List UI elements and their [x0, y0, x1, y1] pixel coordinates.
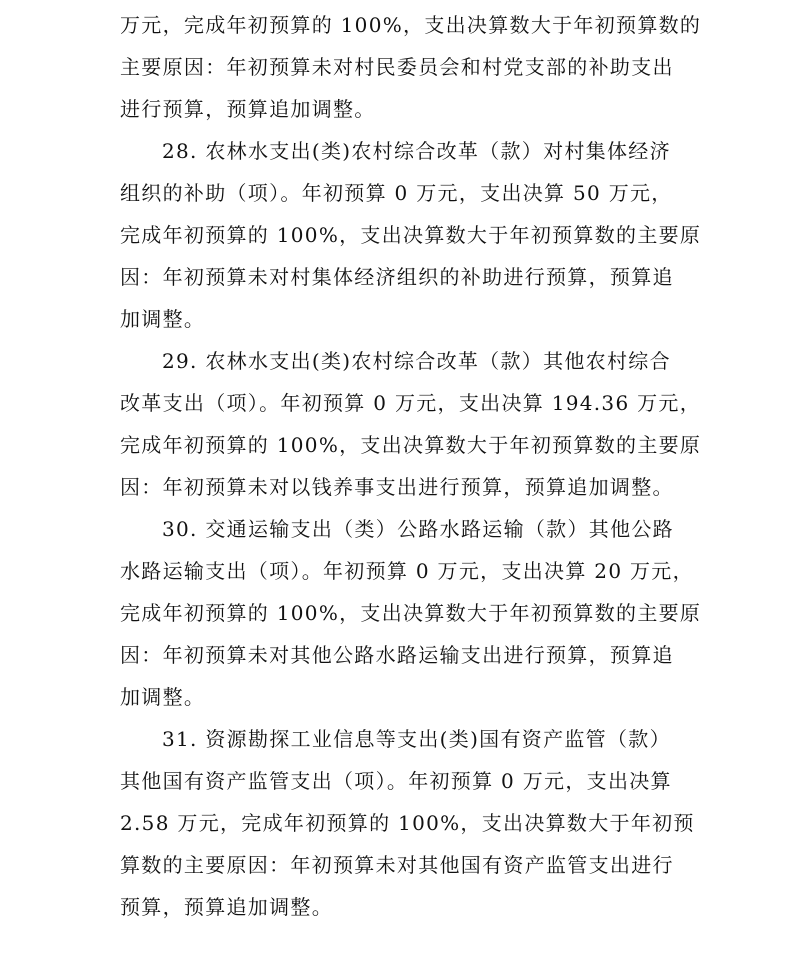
text-line: 改革支出（项）。年初预算 0 万元，支出决算 194.36 万元， [120, 391, 702, 415]
text-line: 2.58 万元，完成年初预算的 100%，支出决算数大于年初预 [120, 811, 695, 835]
text-line: 加调整。 [120, 685, 206, 709]
text-line: 算数的主要原因：年初预算未对其他国有资产监管支出进行 [120, 853, 674, 877]
text-line: 完成年初预算的 100%，支出决算数大于年初预算数的主要原 [120, 433, 702, 457]
text-line: 组织的补助（项）。年初预算 0 万元，支出决算 50 万元， [120, 181, 673, 205]
text-line: 其他国有资产监管支出（项）。年初预算 0 万元，支出决算 [120, 769, 672, 793]
text-line: 进行预算，预算追加调整。 [120, 97, 376, 121]
text-line: 完成年初预算的 100%，支出决算数大于年初预算数的主要原 [120, 223, 702, 247]
text-line: 因：年初预算未对其他公路水路运输支出进行预算，预算追 [120, 643, 674, 667]
text-line: 主要原因：年初预算未对村民委员会和村党支部的补助支出 [120, 55, 674, 79]
item-30-heading: 30. 交通运输支出（类）公路水路运输（款）其他公路 [162, 517, 674, 541]
text-line: 加调整。 [120, 307, 206, 331]
text-line: 完成年初预算的 100%，支出决算数大于年初预算数的主要原 [120, 601, 702, 625]
item-28-heading: 28. 农林水支出(类)农村综合改革（款）对村集体经济 [162, 139, 671, 163]
item-29-heading: 29. 农林水支出(类)农村综合改革（款）其他农村综合 [162, 349, 671, 373]
text-line: 因：年初预算未对村集体经济组织的补助进行预算，预算追 [120, 265, 674, 289]
text-line: 水路运输支出（项）。年初预算 0 万元，支出决算 20 万元， [120, 559, 694, 583]
text-line: 因：年初预算未对以钱养事支出进行预算，预算追加调整。 [120, 475, 674, 499]
text-line: 万元，完成年初预算的 100%，支出决算数大于年初预算数的 [120, 13, 702, 37]
text-line: 预算，预算追加调整。 [120, 895, 333, 919]
item-31-heading: 31. 资源勘探工业信息等支出(类)国有资产监管（款） [162, 727, 671, 751]
